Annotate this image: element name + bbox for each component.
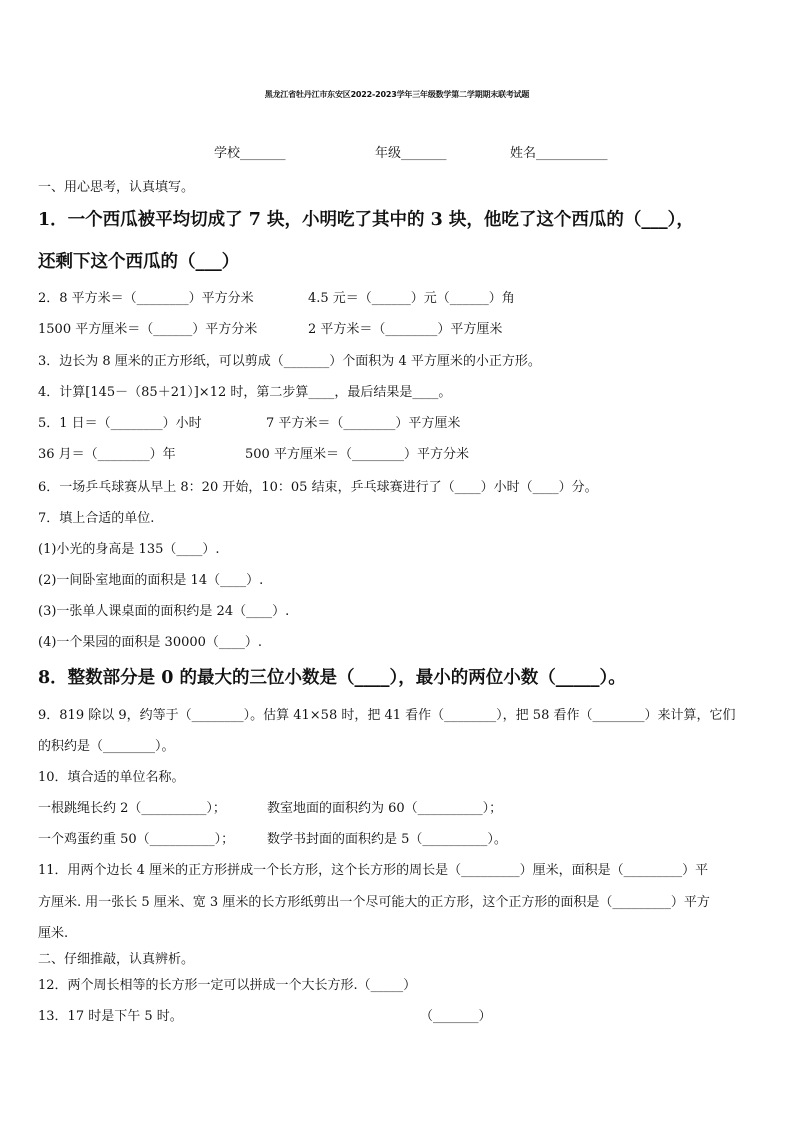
question-10-part-c: 一个鸡蛋约重 50（__________）；	[38, 832, 235, 847]
question-8: 8．整数部分是 0 的最大的三位小数是（____），最小的两位小数（_____）。	[38, 668, 626, 688]
question-7-item-1: (1)小光的身高是 135（____）.	[38, 542, 220, 557]
question-1-line-1: 1．一个西瓜被平均切成了 7 块，小明吃了其中的 3 块，他吃了这个西瓜的（___），	[38, 210, 694, 230]
question-1-line-2: 还剩下这个西瓜的（___）	[38, 252, 240, 272]
question-9-line-2: 的积约是（________）。	[38, 739, 175, 754]
question-11-line-1: 11．用两个边长 4 厘米的正方形拼成一个长方形，这个长方形的周长是（_________）厘米，面积是（_________）平	[38, 863, 709, 878]
question-5-part-d: 500 平方厘米＝（________）平方分米	[245, 447, 469, 462]
question-2-part-a: 2．8 平方米＝（________）平方分米	[38, 291, 254, 306]
question-7: 7．填上合适的单位.	[38, 511, 155, 526]
question-11-line-3: 厘米.	[38, 926, 69, 941]
question-13: 13．17 时是下午 5 时。	[38, 1009, 183, 1024]
question-5-part-b: 7 平方米＝（________）平方厘米	[266, 416, 461, 431]
question-2-part-c: 1500 平方厘米＝（______）平方分米	[38, 322, 258, 337]
question-12: 12．两个周长相等的长方形一定可以拼成一个大长方形.（_____）	[38, 978, 417, 993]
question-3: 3．边长为 8 厘米的正方形纸，可以剪成（_______）个面积为 4 平方厘米的小正方形。	[38, 354, 541, 369]
question-13-answer-blank: （_______）	[420, 1009, 492, 1024]
grade-field: 年级_______	[375, 146, 447, 161]
question-9-line-1: 9．819 除以 9，约等于（________）。估算 41×58 时，把 41 看作（________），把 58 看作（________）来计算，它们	[38, 708, 736, 723]
question-5-part-a: 5．1 日＝（________）小时	[38, 416, 202, 431]
question-7-item-3: (3)一张单人课桌面的面积约是 24（____）.	[38, 604, 290, 619]
name-field: 姓名___________	[510, 146, 608, 161]
question-2-part-d: 2 平方米＝（________）平方厘米	[308, 322, 503, 337]
question-5-part-c: 36 月＝（________）年	[38, 447, 176, 462]
question-10-part-a: 一根跳绳长约 2（__________）；	[38, 801, 226, 816]
question-7-item-2: (2)一间卧室地面的面积是 14（____）.	[38, 573, 264, 588]
school-field: 学校_______	[214, 146, 286, 161]
question-10: 10．填合适的单位名称。	[38, 770, 185, 785]
question-2-part-b: 4.5 元＝（______）元（______）角	[308, 291, 515, 306]
question-4: 4．计算[145－（85＋21）]×12 时，第二步算____，最后结果是____。	[38, 385, 452, 400]
question-6: 6．一场乒乓球赛从早上 8：20 开始，10：05 结束，乒乓球赛进行了（____）小时（____）分。	[38, 480, 598, 495]
question-10-part-b: 教室地面的面积约为 60（__________）；	[267, 801, 503, 816]
section-2-heading: 二、仔细推敲，认真辨析。	[38, 952, 195, 967]
question-11-line-2: 方厘米. 用一张长 5 厘米、宽 3 厘米的长方形纸剪出一个尽可能大的正方形，这个正方形的面积是（_________）平方	[38, 895, 710, 910]
question-10-part-d: 数学书封面的面积约是 5（__________）。	[267, 832, 507, 847]
exam-title: 黑龙江省牡丹江市东安区2022-2023学年三年级数学第二学期期末联考试题	[264, 90, 530, 99]
question-7-item-4: (4)一个果园的面积是 30000（____）.	[38, 635, 263, 650]
section-1-heading: 一、用心思考，认真填写。	[38, 180, 195, 195]
